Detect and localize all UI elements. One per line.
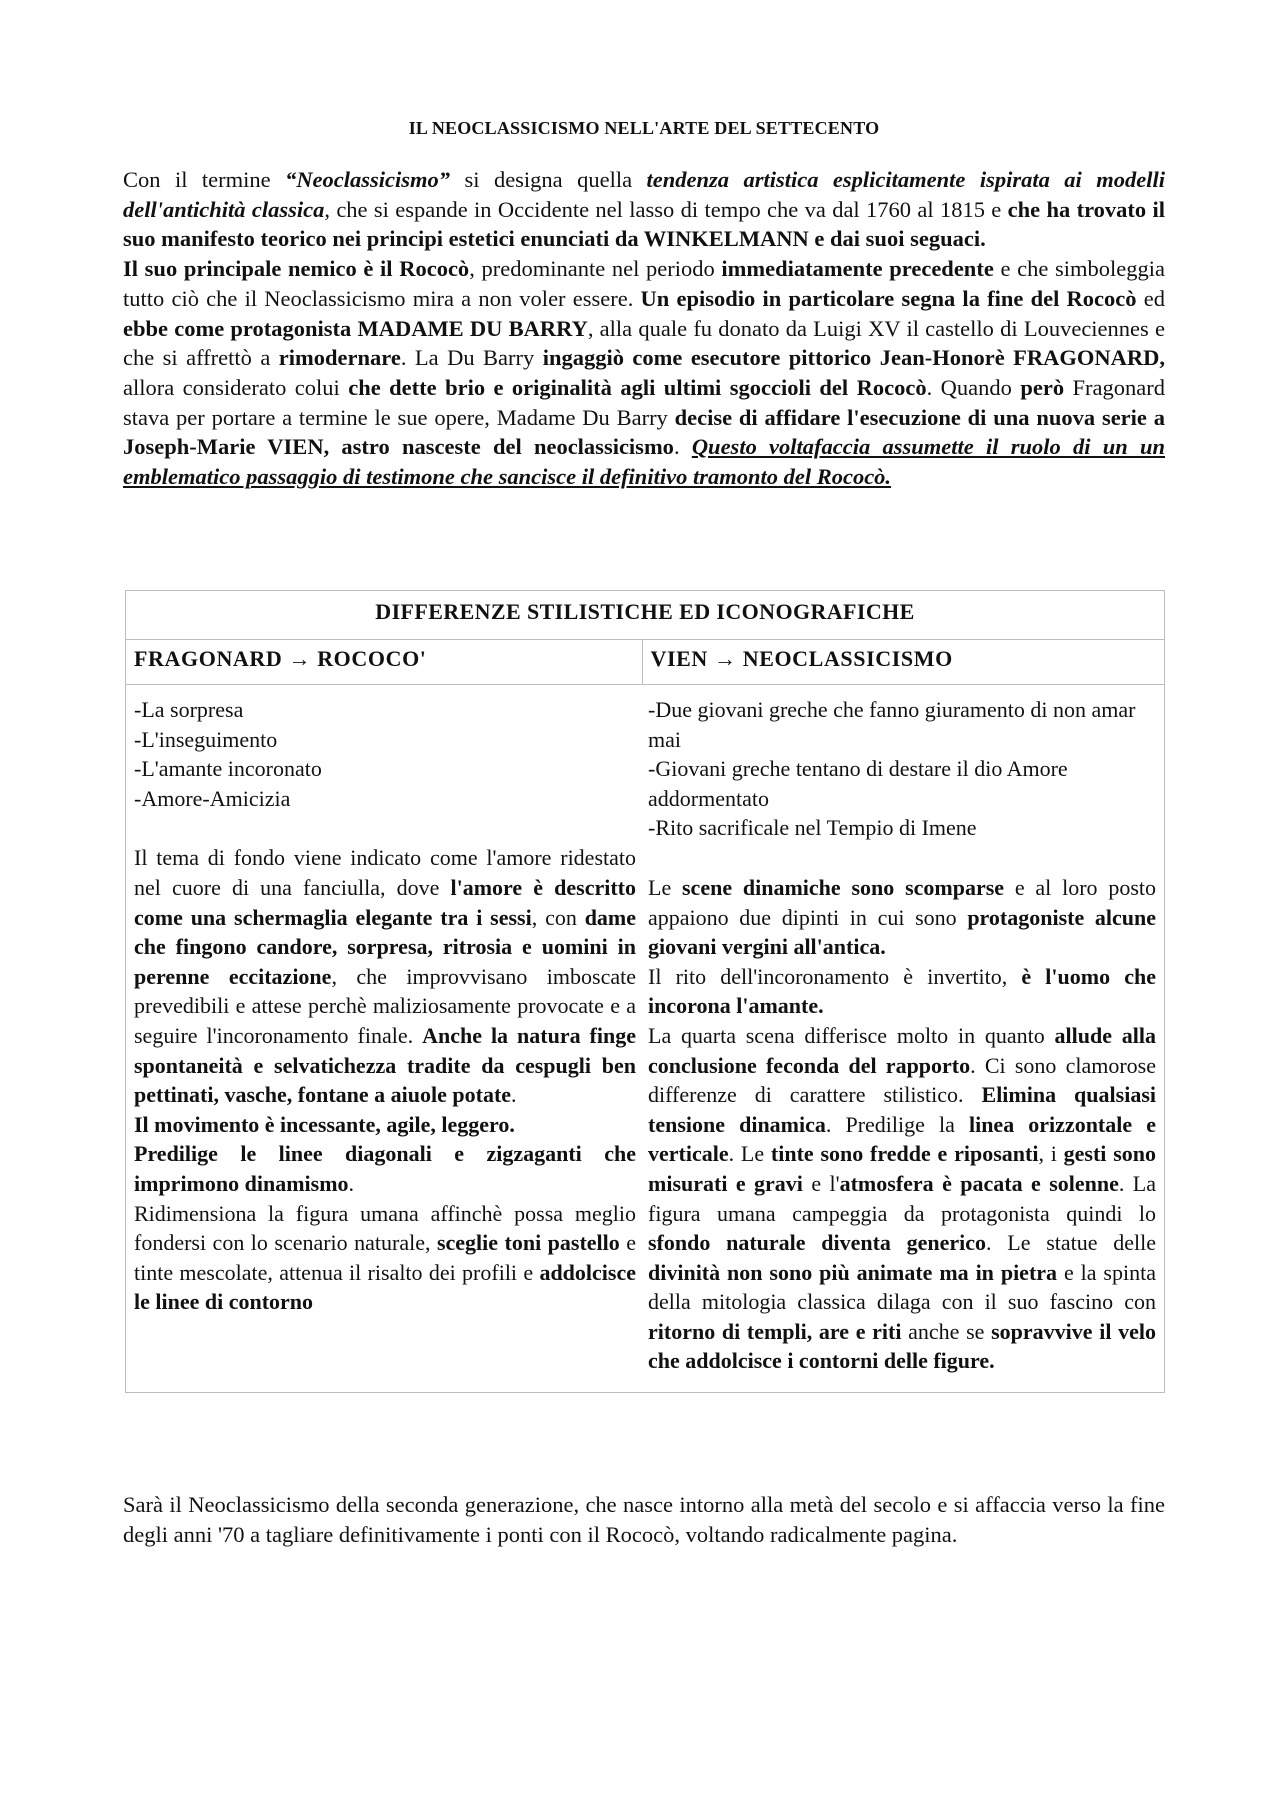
text-run: che dette brio e originalità agli ultimi sgoccioli del Rococò — [348, 374, 927, 400]
text-run: che ha trovato il suo manifesto teorico nei principi estetici enunciati da WINKELMANN e dai suoi seguaci. — [123, 196, 1165, 252]
work-item: -L'amante incoronato — [134, 756, 322, 782]
text-run: anche se — [901, 1318, 992, 1344]
text-run: Predilige le linee diagonali e zigzaganti che imprimono dinamismo — [134, 1141, 636, 1196]
fragonard-works-list — [134, 695, 636, 813]
text-run: e al loro posto appaiono due dipinti in cui sono — [648, 874, 1156, 930]
text-run: Elimina qualsiasi tensione dinamica — [648, 1082, 1156, 1137]
work-item: -Rito sacrificale nel Tempio di Imene — [648, 815, 977, 841]
text-run: protagoniste alcune giovani vergini all'antica. — [648, 904, 1157, 960]
text-run: scene dinamiche sono scomparse — [682, 874, 1005, 900]
document-page — [123, 118, 1166, 1547]
text-run: e l' — [802, 1170, 840, 1196]
text-run: però — [1020, 374, 1065, 400]
text-run: Le — [648, 874, 682, 900]
text-run: Fragonard stava per portare a termine le sue opere, Madame Du Barry — [123, 374, 1165, 430]
text-run: . Ci sono clamorose differenze di carattere stilistico. — [648, 1052, 1156, 1108]
text-run: Il tema di fondo viene indicato come l'amore ridestato nel cuore di una fanciulla, dove — [134, 845, 636, 900]
text-run: . — [673, 434, 692, 460]
work-item: -La sorpresa — [134, 697, 244, 722]
text-run: . — [348, 1170, 355, 1196]
text-run: Questo voltafaccia assumette il ruolo di un un emblematico passaggio di testimone che sancisce il definitivo tramonto del Rococò. — [123, 434, 1166, 490]
text-run: Il rito dell'incoronamento è invertito, — [648, 963, 1022, 989]
text-run: , che improvvisano imboscate prevedibili e attese perchè maliziosamente provocate e a seguire l'incoronamento finale. — [134, 963, 636, 1048]
text-run: gesti sono misurati e gravi — [648, 1141, 1157, 1196]
text-run: tendenza artistica esplicitamente ispirata ai modelli dell'antichità classica — [123, 167, 1165, 222]
text-run: La quarta scena differisce molto in quanto — [648, 1022, 1055, 1048]
text-run: tinte sono fredde e riposanti — [770, 1141, 1039, 1167]
document-title: IL NEOCLASSICISMO NELL'ARTE DEL SETTECENTO — [408, 118, 880, 138]
text-run: . Le — [728, 1141, 771, 1167]
column-header-vien: VIEN → NEOCLASSICISMO — [642, 640, 1165, 685]
text-run: rimodernare — [278, 345, 401, 371]
text-run: e che simboleggia tutto ciò che il Neoclassicismo mira a non voler essere. — [123, 256, 1165, 311]
text-run: decise di affidare l'esecuzione di una nuova serie a Joseph-Marie VIEN, astro nasceste del neoclassicismo — [123, 404, 1165, 460]
intro-section — [123, 165, 1165, 492]
vien-works-list — [648, 695, 1156, 843]
column-header-fragonard: FRAGONARD → ROCOCO' — [126, 640, 643, 685]
text-run: sopravvive il velo che addolcisce i contorni delle figure. — [648, 1318, 1157, 1374]
text-run: . La Du Barry — [400, 345, 543, 371]
text-run: ritorno di templi, are e riti — [648, 1318, 902, 1344]
text-run: , predominante nel periodo — [469, 256, 722, 282]
text-run: Anche la natura finge spontaneità e selvatichezza tradite da cespugli ben pettinati, vasche, fontane a aiuole potate — [134, 1022, 637, 1108]
text-run: e tinte mescolate, attenua il risalto dei profili e — [134, 1230, 636, 1285]
vien-column — [642, 685, 1165, 1393]
table-heading: DIFFERENZE STILISTICHE ED ICONOGRAFICHE — [126, 591, 1165, 640]
text-run: ebbe come protagonista MADAME DU BARRY — [123, 315, 588, 341]
intro-paragraph-2 — [123, 254, 1165, 492]
text-run: l'amore è descritto come una schermaglia elegante tra i sessi — [134, 874, 636, 930]
fragonard-description — [134, 843, 636, 1317]
text-run: allora considerato colui — [123, 374, 349, 400]
text-run: , con — [531, 904, 585, 930]
text-run: , che si espande in Occidente nel lasso di tempo che va dal 1760 al 1815 e — [324, 196, 1008, 222]
text-run: atmosfera è pacata e solenne — [839, 1170, 1119, 1196]
text-run: allude alla conclusione feconda del rapporto — [648, 1022, 1157, 1078]
text-run: sceglie toni pastello — [436, 1230, 620, 1256]
text-run: Con il termine — [123, 167, 286, 192]
text-run: linea orizzontale e verticale — [648, 1111, 1156, 1167]
closing-paragraph: Sarà il Neoclassicismo della seconda generazione, che nasce intorno alla metà del secolo e si affaccia verso la fine degli anni '70 a tagliare definitivamente i ponti con il Rococò, voltando radicalmente pagina. — [123, 1492, 1165, 1547]
text-run: è l'uomo che incorona l'amante. — [648, 963, 1156, 1019]
intro-paragraph-1 — [123, 165, 1165, 254]
differences-table — [125, 590, 1165, 1393]
vien-description — [648, 873, 1156, 1376]
text-run: e la spinta della mitologia classica dilaga con il suo fascino con — [648, 1259, 1156, 1315]
text-run: Il suo principale nemico è il Rococò — [123, 256, 470, 282]
text-run: . Predilige la — [825, 1111, 969, 1137]
text-run: dame che fingono candore, sorpresa, ritrosia e uomini in perenne eccitazione — [134, 904, 637, 989]
text-run: . Quando — [926, 374, 1021, 400]
text-run: Il movimento è incessante, agile, leggero. — [134, 1111, 515, 1137]
work-item: -L'inseguimento — [134, 726, 278, 752]
text-run: Ridimensiona la figura umana affinchè possa meglio fondersi con lo scenario naturale, — [134, 1200, 636, 1256]
text-run: . Le statue delle — [986, 1230, 1156, 1256]
text-run: immediatamente precedente — [721, 256, 994, 282]
text-run: si designa quella — [450, 167, 647, 192]
text-run: divinità non sono più animate ma in pietra — [648, 1259, 1058, 1285]
text-run: addolcisce le linee di contorno — [134, 1259, 636, 1315]
fragonard-column — [126, 685, 643, 1393]
text-run: ed — [1136, 285, 1165, 311]
work-item: -Due giovani greche che fanno giuramento di non amar mai — [648, 697, 1136, 752]
text-run: , alla quale fu donato da Luigi XV il castello di Louveciennes e che si affrettò a — [123, 315, 1165, 371]
work-item: -Giovani greche tentano di destare il dio Amore addormentato — [648, 756, 1068, 811]
work-item: -Amore-Amicizia — [134, 785, 291, 811]
text-run: Un episodio in particolare segna la fine del Rococò — [640, 285, 1137, 311]
text-run: , i — [1038, 1141, 1064, 1167]
text-run: ingaggiò come esecutore pittorico Jean-Honorè FRAGONARD, — [542, 345, 1165, 371]
text-run: sfondo naturale diventa generico — [648, 1230, 987, 1256]
text-run: . — [511, 1082, 517, 1108]
text-run: “Neoclassicismo” — [285, 167, 451, 192]
text-run: . La figura umana campeggia da protagonista quindi lo — [648, 1170, 1156, 1226]
